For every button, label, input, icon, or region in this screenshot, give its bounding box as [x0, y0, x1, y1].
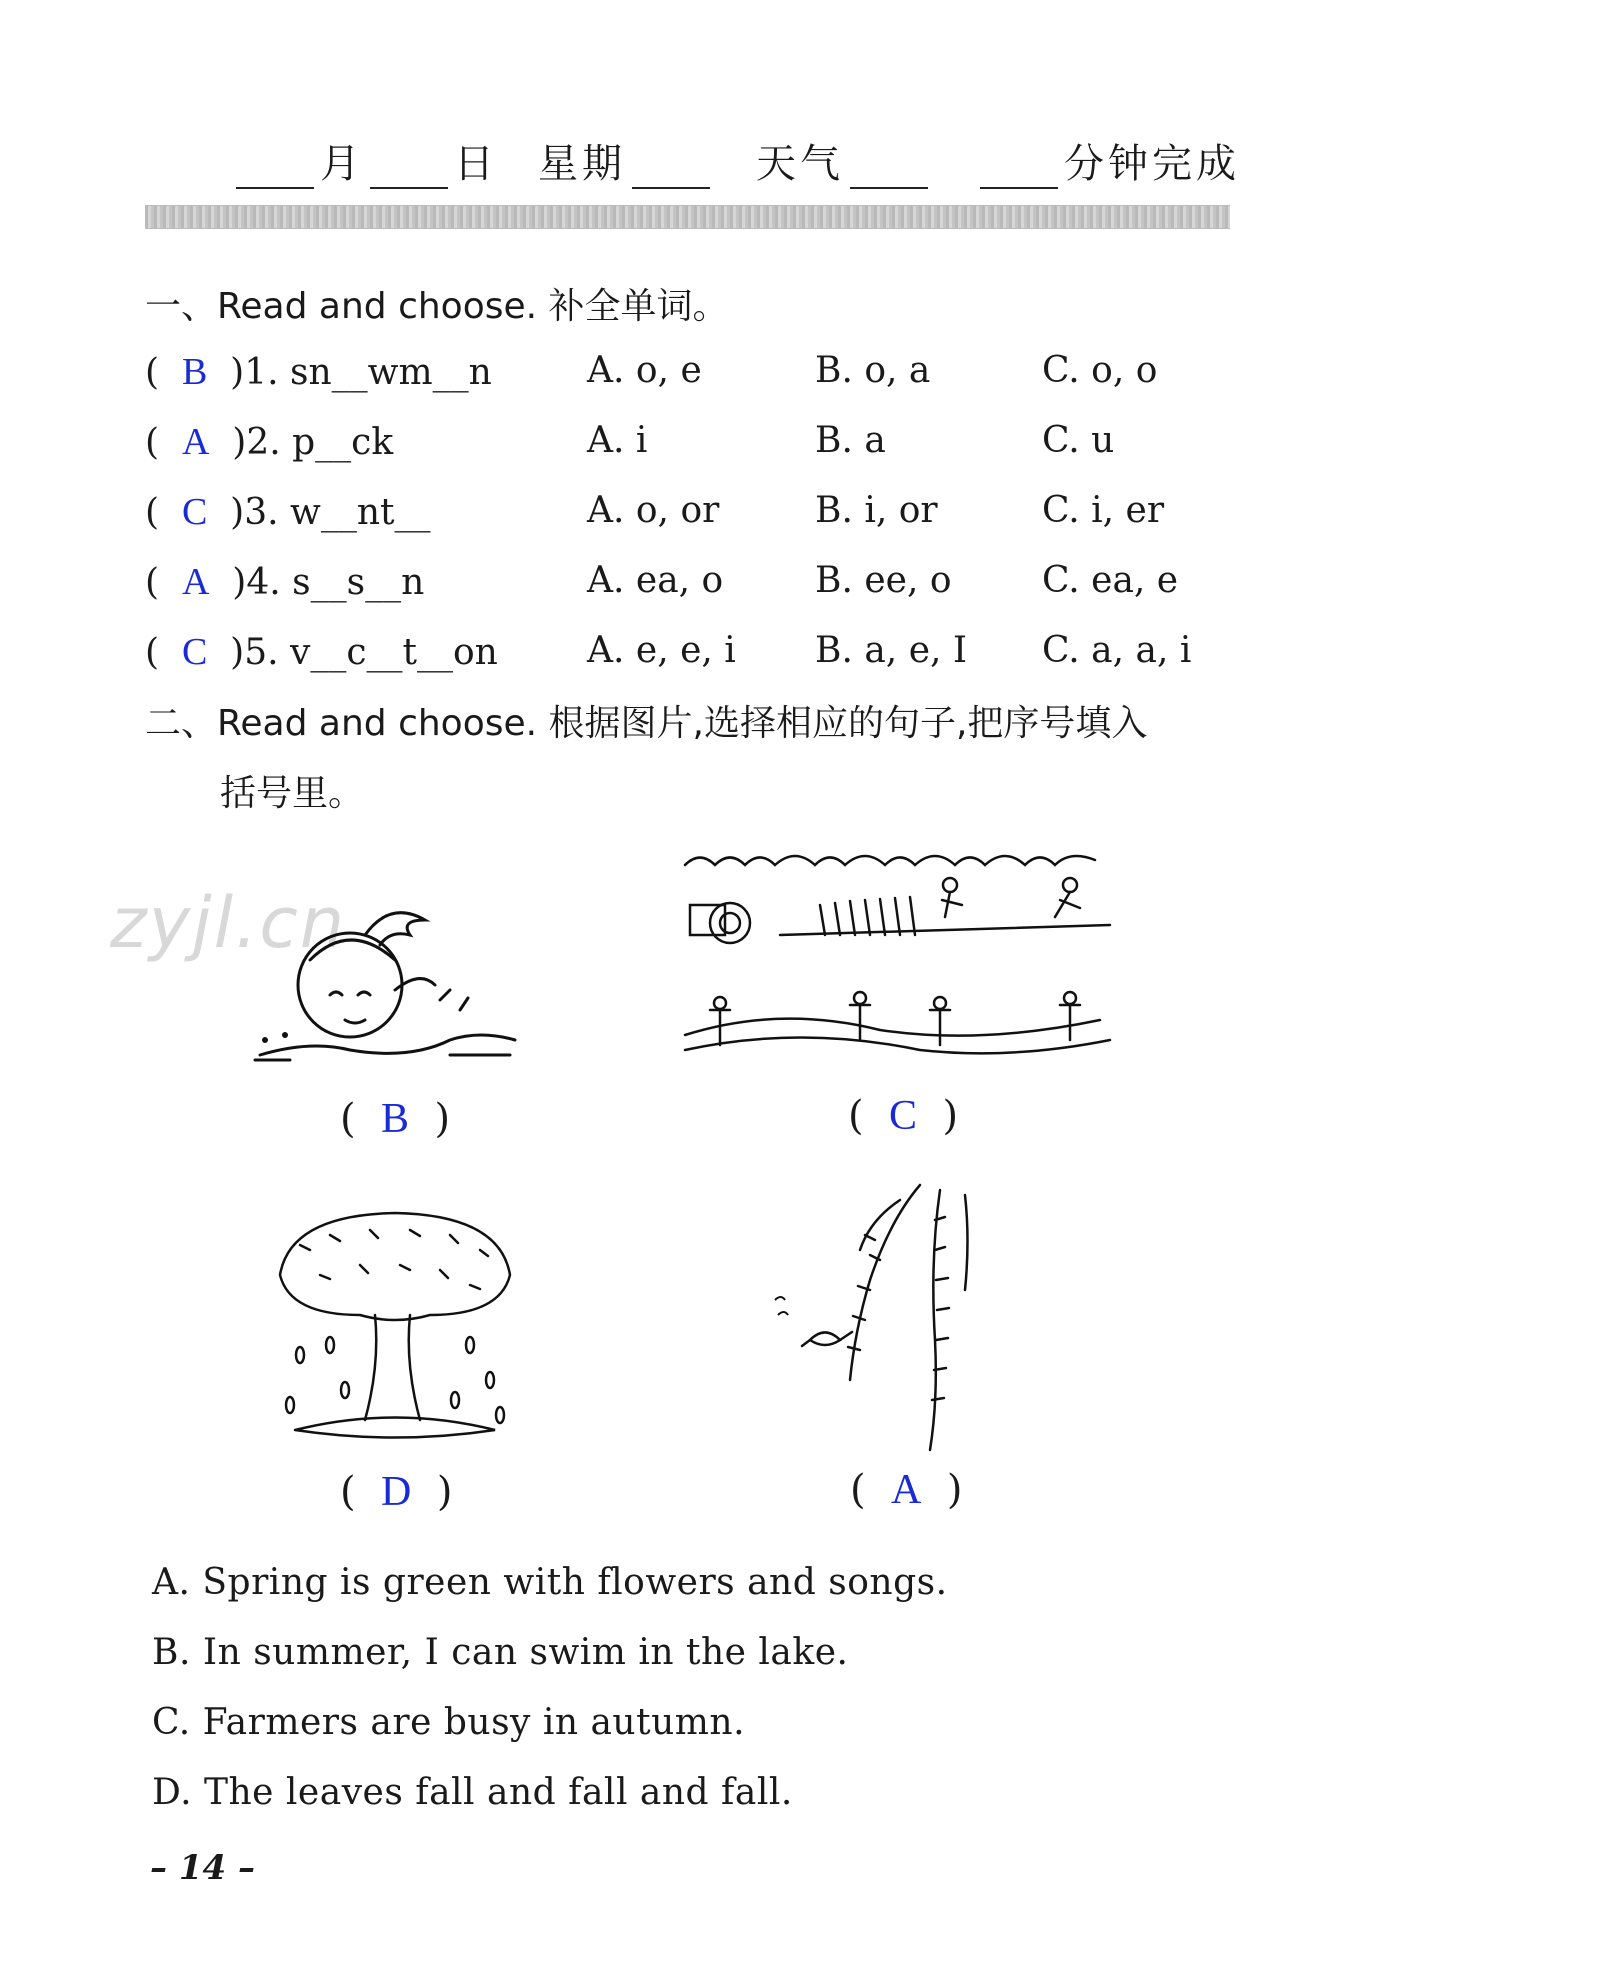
willow-bird-picture	[770, 1180, 1010, 1460]
option-b: B. a	[815, 420, 886, 461]
option-c: C. i, er	[1042, 490, 1165, 531]
minutes-blank[interactable]	[980, 151, 1058, 189]
answer-mark: B	[381, 1096, 410, 1142]
option-c: C. ea, e	[1042, 560, 1179, 601]
minutes-label: 分钟完成	[1064, 141, 1240, 187]
question-text: 4. s__s__n	[246, 562, 425, 603]
picture-answer-1: ( B )	[340, 1096, 451, 1142]
day-blank[interactable]	[370, 151, 448, 189]
option-b: B. o, a	[815, 350, 931, 391]
option-b: B. a, e, I	[815, 630, 968, 671]
question-text: 5. v__c__t__on	[244, 632, 498, 673]
section2-title-line2: 括号里。	[220, 773, 365, 814]
answer-mark: A	[891, 1467, 922, 1513]
option-a: A. i	[587, 420, 648, 461]
option-a: A. ea, o	[587, 560, 724, 601]
question-row: ( C )5. v__c__t__on	[145, 631, 498, 673]
question-row: ( B )1. sn__wm__n	[145, 351, 492, 393]
falling-leaves-tree-picture	[270, 1205, 520, 1455]
question-text: 2. p__ck	[246, 422, 394, 463]
answer-mark: D	[381, 1469, 412, 1515]
answer-mark: C	[889, 1093, 918, 1139]
day-label: 日	[454, 141, 498, 187]
picture-answer-3: ( D )	[340, 1469, 453, 1515]
option-c: C. u	[1042, 420, 1115, 461]
answer-mark: A	[181, 421, 210, 463]
page-number: – 14 –	[150, 1848, 255, 1888]
watermark: zyjl.cn	[110, 882, 347, 964]
picture-answer-4: ( A )	[850, 1467, 963, 1513]
option-a: A. e, e, i	[587, 630, 736, 671]
answer-mark: C	[181, 631, 208, 673]
option-c: C. a, a, i	[1042, 630, 1192, 671]
section2-title: 二、Read and choose. 根据图片,选择相应的句子,把序号填入	[145, 703, 1148, 744]
weekday-label: 星期	[538, 141, 626, 187]
answer-mark: C	[181, 491, 208, 533]
picture-answer-2: ( C )	[848, 1093, 959, 1139]
option-b: B. ee, o	[815, 560, 952, 601]
option-c: C. o, o	[1042, 350, 1158, 391]
sentence-d: D. The leaves fall and fall and fall.	[152, 1772, 793, 1813]
question-row: ( C )3. w__nt__	[145, 491, 431, 533]
question-row: ( A )2. p__ck	[145, 421, 394, 463]
date-header	[230, 132, 1240, 189]
month-blank[interactable]	[236, 151, 314, 189]
month-label: 月	[320, 141, 364, 187]
weekday-blank[interactable]	[632, 151, 710, 189]
option-a: A. o, or	[587, 490, 720, 531]
sentence-a: A. Spring is green with flowers and songs.	[152, 1562, 948, 1603]
answer-mark: B	[181, 351, 208, 393]
question-text: 1. sn__wm__n	[244, 352, 492, 393]
header-divider	[145, 205, 1230, 229]
weather-label: 天气	[756, 141, 844, 187]
weather-blank[interactable]	[850, 151, 928, 189]
farm-autumn-picture	[680, 845, 1130, 1070]
option-b: B. i, or	[815, 490, 938, 531]
swimming-child-picture	[250, 890, 520, 1070]
question-row: ( A )4. s__s__n	[145, 561, 425, 603]
section1-title: 一、Read and choose. 补全单词。	[145, 286, 729, 327]
sentence-b: B. In summer, I can swim in the lake.	[152, 1632, 849, 1673]
option-a: A. o, e	[587, 350, 702, 391]
answer-mark: A	[181, 561, 210, 603]
question-text: 3. w__nt__	[244, 492, 431, 533]
sentence-c: C. Farmers are busy in autumn.	[152, 1702, 746, 1743]
